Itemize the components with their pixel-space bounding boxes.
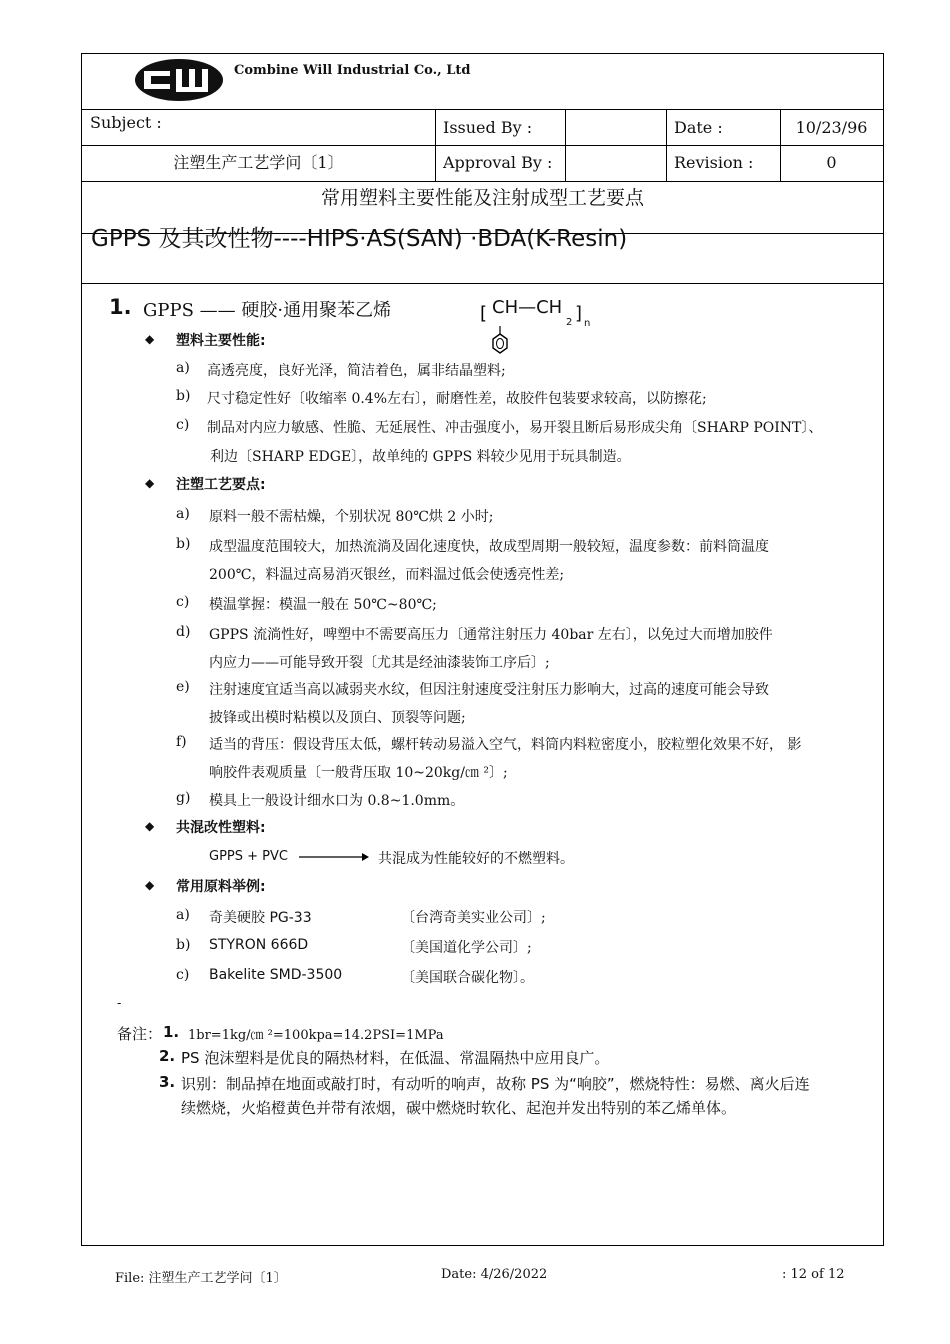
bullet-icon: ◆ (145, 476, 155, 490)
list-item-text: 内应力——可能导致开裂〔尤其是经油漆装饰工序后〕; (209, 655, 550, 671)
issued-by-label: Issued By : (443, 118, 533, 137)
list-marker: f) (176, 734, 187, 750)
list-marker: b) (176, 536, 191, 552)
list-marker: c) (176, 417, 190, 433)
list-marker: d) (176, 624, 191, 640)
footer-date: Date: 4/26/2022 (441, 1267, 548, 1282)
revision-label: Revision : (674, 153, 754, 172)
subject-label: Subject : (90, 113, 162, 132)
example-source: 〔美国联合碳化物〕。 (401, 970, 534, 986)
list-marker: c) (176, 967, 190, 983)
bullet-icon: ◆ (145, 819, 155, 833)
list-item-text: GPPS 流淌性好，啤塑中不需要高压力〔通常注射压力 40bar 左右〕，以免过大而增加胶件 (209, 627, 773, 643)
header-divider (82, 181, 883, 182)
note-number: 1. (163, 1023, 180, 1041)
date-label: Date : (674, 118, 723, 137)
list-item-text: 高透亮度，良好光泽，简洁着色，属非结晶塑料; (207, 363, 506, 379)
list-marker: g) (176, 790, 191, 806)
approval-by-label: Approval By : (443, 153, 553, 172)
document-subtitle: GPPS 及其改性物----HIPS·AS(SAN) ·BDA(K-Resin) (91, 226, 628, 252)
formula-n: n (584, 318, 591, 329)
footer-file: File: 注塑生产工艺学问〔1〕 (115, 1271, 287, 1286)
list-marker: c) (176, 594, 190, 610)
benzene-ring-icon (489, 326, 511, 356)
subject-value: 注塑生产工艺学问〔1〕 (173, 153, 344, 172)
header-divider (435, 109, 436, 181)
title-divider (82, 283, 883, 284)
formula-bracket-right: ] (575, 303, 583, 324)
note-text: 1br=1kg/㎝ ²=100kpa=14.2PSI=1MPa (188, 1028, 444, 1043)
blend-right: 共混成为性能较好的不燃塑料。 (378, 851, 574, 867)
process-title: 注塑工艺要点: (176, 477, 266, 493)
note-text: 续燃烧，火焰橙黄色并带有浓烟，碳中燃烧时软化、起泡并发出特别的苯乙烯单体。 (181, 1099, 737, 1117)
list-item-text: 模温掌握：模温一般在 50℃~80℃; (209, 597, 437, 613)
list-marker: b) (176, 937, 191, 953)
blend-title: 共混改性塑料: (176, 820, 266, 836)
list-item-text: 适当的背压：假设背压太低，螺杆转动易溢入空气，料筒内料粒密度小，胶粒塑化效果不好， 影 (209, 737, 802, 753)
list-item-text: 成型温度范围较大，加热流淌及固化速度快，故成型周期一般较短，温度参数：前料筒温度 (209, 539, 769, 555)
company-logo-icon (134, 57, 224, 102)
examples-title: 常用原料举例: (176, 879, 266, 895)
formula-subscript: 2 (566, 317, 573, 328)
list-marker: e) (176, 679, 190, 695)
header-divider (565, 109, 566, 181)
section-heading: GPPS —— 硬胶·通用聚苯乙烯 (143, 300, 392, 321)
formula-bracket-left: [ (480, 303, 488, 324)
section-number: 1. (109, 295, 132, 319)
blend-left: GPPS + PVC (209, 849, 288, 864)
properties-title: 塑料主要性能: (176, 333, 266, 349)
header-divider (82, 145, 883, 146)
list-item-text: 注射速度宜适当高以减弱夹水纹，但因注射速度受注射压力影响大，过高的速度可能会导致 (209, 682, 769, 698)
note-number: 3. (159, 1073, 176, 1091)
notes-label: 备注： (117, 1025, 163, 1043)
date-value: 10/23/96 (795, 118, 868, 137)
list-item-text: 模具上一般设计细水口为 0.8~1.0mm。 (209, 793, 465, 809)
note-text: PS 泡沫塑料是优良的隔热材料，在低温、常温隔热中应用良广。 (181, 1049, 610, 1067)
list-item-text: 利边〔SHARP EDGE〕，故单纯的 GPPS 料较少见用于玩具制造。 (210, 449, 631, 465)
bullet-icon: ◆ (145, 878, 155, 892)
list-item-text: 200℃，料温过高易消灭银丝，而料温过低会使透亮性差; (209, 567, 565, 583)
company-name: Combine Will Industrial Co., Ltd (234, 63, 471, 78)
example-source: 〔美国道化学公司〕; (401, 940, 532, 956)
list-marker: a) (176, 506, 190, 522)
list-marker: b) (176, 388, 191, 404)
notes-dash: - (117, 996, 122, 1011)
note-text: 识别：制品掉在地面或敲打时，有动听的响声，故称 PS 为“响胶”，燃烧特性：易燃、离火后连 (181, 1075, 810, 1093)
footer-page: : 12 of 12 (782, 1267, 845, 1282)
document-title: 常用塑料主要性能及注射成型工艺要点 (320, 187, 644, 209)
bullet-icon: ◆ (145, 332, 155, 346)
list-item-text: 制品对内应力敏感、性脆、无延展性、冲击强度小，易开裂且断后易形成尖角〔SHARP POINT〕、 (207, 420, 823, 436)
example-name: 奇美硬胶 PG-33 (209, 910, 312, 926)
list-marker: a) (176, 907, 190, 923)
revision-value: 0 (826, 153, 837, 172)
note-number: 2. (159, 1047, 176, 1065)
header-divider (82, 109, 883, 110)
example-name: Bakelite SMD-3500 (209, 967, 343, 983)
list-item-text: 响胶件表观质量〔一般背压取 10~20kg/㎝ ²〕; (209, 765, 508, 781)
list-item-text: 尺寸稳定性好〔收缩率 0.4%左右〕，耐磨性差，故胶件包装要求较高，以防擦花; (207, 391, 707, 407)
list-marker: a) (176, 360, 190, 376)
example-name: STYRON 666D (209, 937, 309, 953)
example-source: 〔台湾奇美实业公司〕; (401, 910, 546, 926)
list-item-text: 原料一般不需枯燥，个别状况 80℃烘 2 小时; (209, 509, 494, 525)
header-divider (666, 109, 667, 181)
list-item-text: 披锋或出模时粘模以及顶白、顶裂等问题; (209, 710, 466, 726)
arrow-right-icon (298, 850, 370, 864)
formula-main: CH—CH (492, 297, 563, 318)
